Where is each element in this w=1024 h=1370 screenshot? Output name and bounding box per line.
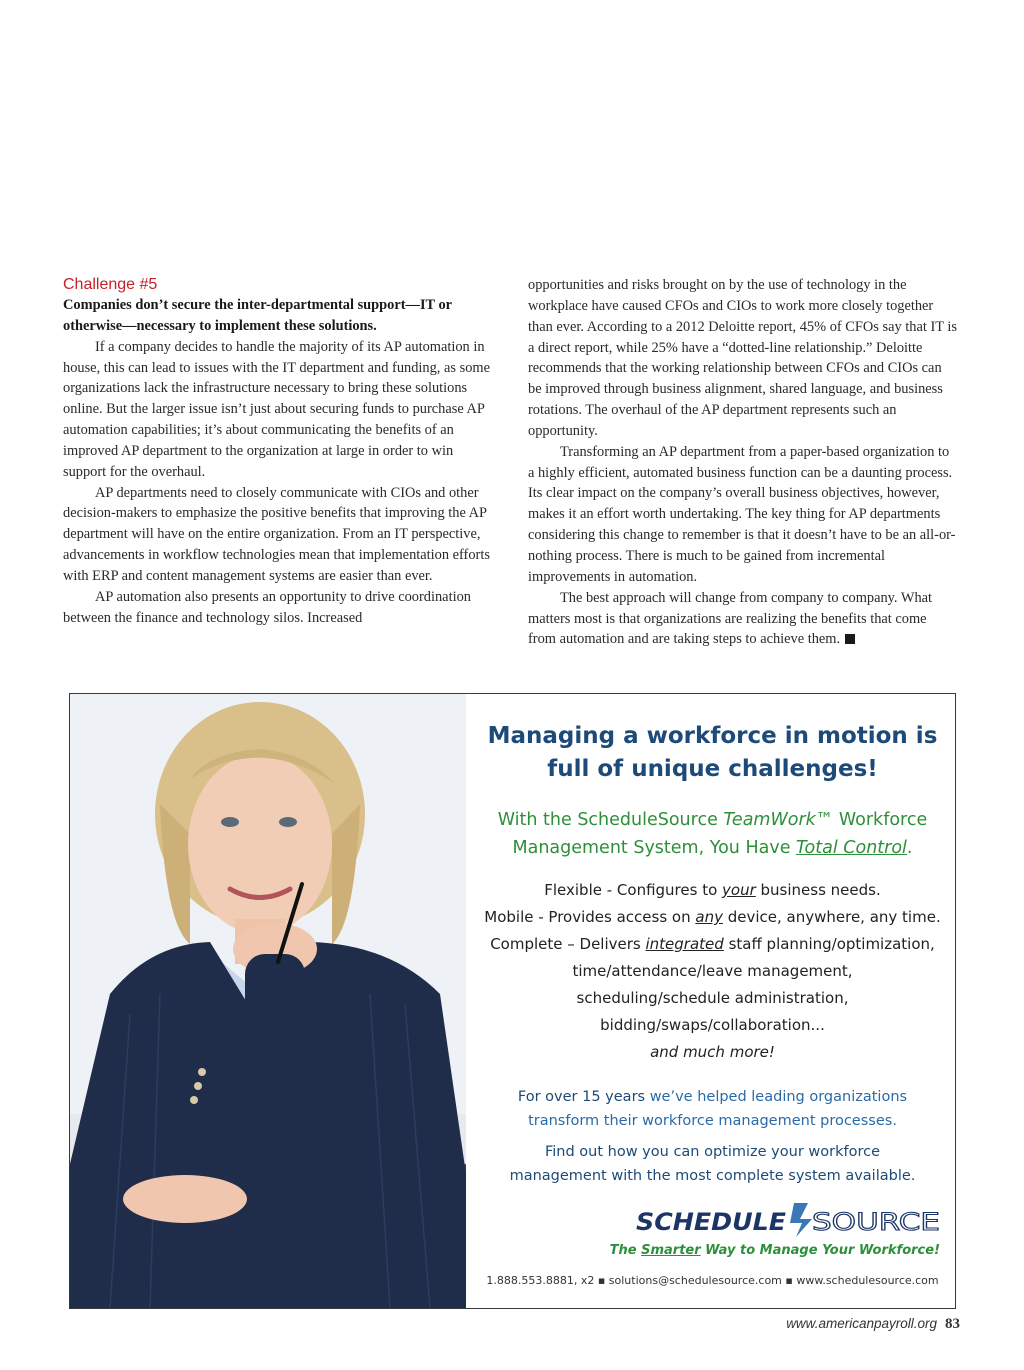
ad-text: With the ScheduleSource — [497, 810, 724, 830]
end-of-article-mark — [845, 634, 855, 644]
logo-text-source: SOURCE — [812, 1208, 940, 1236]
ad-product-name: TeamWork™ — [723, 810, 834, 830]
ad-feature-line: bidding/swaps/collaboration... — [600, 1016, 825, 1034]
page-footer — [786, 1316, 960, 1333]
challenge-subheading: Companies don’t secure the inter-departmental support—IT or otherwise—necessary to implement these solutions. — [63, 297, 452, 334]
article-left-column — [63, 275, 493, 629]
ad-text: and much more! — [650, 1043, 775, 1061]
ad-total-control: Total Control — [796, 838, 907, 858]
ad-tagline — [470, 1243, 940, 1258]
ad-text: Complete – Delivers — [490, 935, 646, 953]
ad-feature-line: scheduling/schedule administration, — [576, 989, 849, 1007]
ad-headline — [470, 720, 955, 786]
ad-emphasis: any — [695, 908, 723, 926]
footer-url: www.americanpayroll.org — [786, 1316, 937, 1331]
ad-emphasis: your — [722, 881, 756, 899]
ad-feature-line: time/attendance/leave management, — [572, 962, 853, 980]
challenge-heading: Challenge #5 — [63, 276, 158, 293]
ad-call-to-action — [470, 1140, 955, 1188]
schedulesource-advertisement — [69, 693, 956, 1309]
article-paragraph — [528, 588, 958, 651]
article-paragraph-text: The best approach will change from company to company. What matters most is that organizations are realizing the benefits that come from automation and are taking steps to achieve them. — [528, 589, 933, 648]
ad-text: Flexible - Configures to — [544, 881, 723, 899]
article-paragraph: AP automation also presents an opportunity to drive coordination between the finance and technology silos. Increased — [63, 588, 471, 626]
ad-text: Management System, You Have — [512, 838, 797, 858]
ad-text: staff planning/optimization, — [723, 935, 935, 953]
ad-experience — [470, 1085, 955, 1133]
ad-emphasis: Smarter — [641, 1243, 701, 1258]
ad-text: device, anywhere, any time. — [722, 908, 941, 926]
ad-subheadline — [470, 806, 955, 862]
ad-feature-flexible — [470, 877, 955, 904]
article-paragraph: AP departments need to closely communicate with CIOs and other decision-makers to emphasize the positive benefits that improving the AP department will have on the entire organization. From an IT perspective, advancements in workflow technologies mean that implementation efforts with ERP and content management systems are easier than ever. — [63, 484, 490, 584]
ad-text: business needs. — [755, 881, 881, 899]
ad-subheadline-line-2 — [470, 834, 955, 862]
ad-text: Way to Manage Your Workforce! — [700, 1243, 940, 1258]
article-paragraph: opportunities and risks brought on by the use of technology in the workplace have caused CFOs and CIOs to work more closely together than ever. According to a 2012 Deloitte report, 45% of CFOs say that IT is a direct report, while 25% have a “dotted-line relationship.” Deloitte recommends that the working relationship between CFOs and CIOs can be improved through business alignment, shared language, and business rotations. The overhaul of the AP department represents such an opportunity. — [528, 277, 957, 439]
ad-headline-line-1: Managing a workforce in motion is — [487, 723, 938, 749]
ad-feature-list — [470, 877, 955, 1066]
ad-subheadline-line-1 — [470, 806, 955, 834]
businesswoman-illustration — [70, 694, 466, 1308]
ad-headline-line-2: full of unique challenges! — [547, 756, 878, 782]
article-right-column — [528, 275, 958, 650]
ad-experience-line-1 — [470, 1085, 955, 1109]
ad-feature-complete — [470, 931, 955, 958]
ad-text: we’ve helped leading organizations — [645, 1089, 908, 1105]
ad-feature-more — [470, 1039, 955, 1066]
page-number: 83 — [945, 1316, 960, 1332]
ad-copy — [470, 694, 955, 1308]
ad-emphasis: integrated — [645, 935, 724, 953]
ad-contact-info: 1.888.553.8881, x2 ▪ solutions@schedulesource.com ▪ www.schedulesource.com — [486, 1274, 939, 1287]
businesswoman-photo — [70, 694, 466, 1308]
ad-text: Mobile - Provides access on — [484, 908, 696, 926]
ad-feature-mobile — [470, 904, 955, 931]
ad-text: The — [609, 1243, 642, 1258]
ad-cta-line-2: management with the most complete system available. — [509, 1168, 916, 1184]
ad-text: . — [906, 838, 913, 858]
ad-text: Workforce — [833, 810, 928, 830]
logo-text-schedule: SCHEDULE — [636, 1208, 787, 1236]
ad-experience-line-2: transform their workforce management processes. — [528, 1113, 897, 1129]
article-paragraph: If a company decides to handle the majority of its AP automation in house, this can lead to issues with the IT department and funding, as some organizations lack the infrastructure necessary to bring these solutions online. But the larger issue isn’t just about securing funds to purchase AP automation capabilities; it’s about communicating the benefits of an improved AP department to the organization at large in order to win support for the overhaul. — [63, 338, 490, 480]
ad-cta-line-1: Find out how you can optimize your workforce — [544, 1144, 880, 1160]
ad-years: For over 15 years — [517, 1089, 646, 1105]
logo-swoosh-icon — [790, 1203, 812, 1237]
schedulesource-logo — [636, 1199, 941, 1239]
article-paragraph: Transforming an AP department from a paper-based organization to a highly efficient, automated business function can be a daunting process. Its clear impact on the company’s overall business objectives, however, makes it an effort worth undertaking. The key thing for AP departments considering this change to remember is that it doesn’t have to be an all-or-nothing process. There is much to be gained from incremental improvements in automation. — [528, 443, 956, 585]
